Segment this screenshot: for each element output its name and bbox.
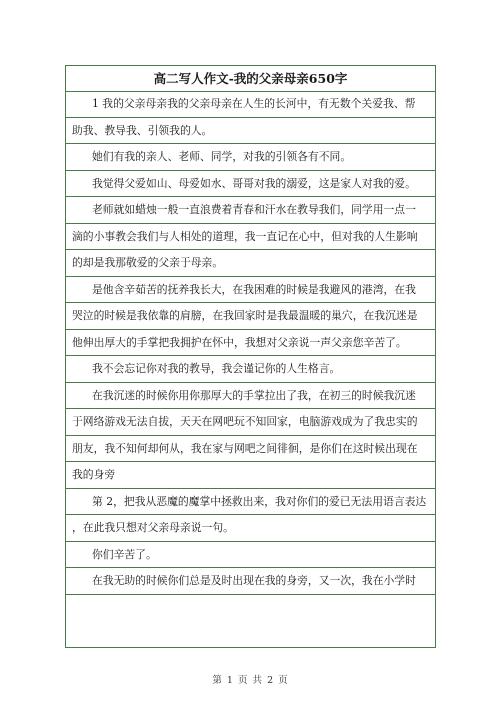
footer-total-pages: 2 — [267, 675, 274, 686]
text-line: 在我无助的时候你们总是及时出现在我的身旁，又一次，我在小学时 — [66, 568, 435, 595]
text-line: 1 我的父亲母亲我的父亲母亲在人生的长河中，有无数个关爱我、帮 — [66, 91, 435, 118]
footer-prefix: 第 — [212, 675, 222, 686]
footer-current-page: 1 — [226, 675, 233, 686]
text-line: 我的身旁 — [66, 462, 435, 489]
text-line: 滴的小事教会我们与人相处的道理，我一直记在心中，但对我的人生影响 — [66, 224, 435, 251]
text-line: 哭泣的时候是我依靠的肩膀，在我回家时是我最温暖的巢穴，在我沉迷是 — [66, 303, 435, 330]
document-table — [65, 65, 436, 648]
text-line: 老师就如蜡烛一般一直浪费着青春和汗水在教导我们，同学用一点一 — [66, 197, 435, 224]
text-line: 的却是我那敬爱的父亲于母亲。 — [66, 250, 435, 277]
text-line: 她们有我的亲人、老师、同学，对我的引领各有不同。 — [66, 144, 435, 171]
text-line: 我觉得父爱如山、母爱如水、哥哥对我的溺爱，这是家人对我的爱。 — [66, 171, 435, 198]
text-line: 朋友，我不知何却何从，我在家与网吧之间徘徊，是你们在这时候出现在 — [66, 436, 435, 463]
text-line: 在我沉迷的时候你用你那厚大的手掌拉出了我，在初三的时候我沉迷 — [66, 383, 435, 410]
text-line: 是他含辛茹苦的抚养我长大，在我困难的时候是我避风的港湾，在我 — [66, 277, 435, 304]
footer-page-unit: 页 — [237, 675, 248, 686]
text-line: 于网络游戏无法自拔，天天在网吧玩不知回家，电脑游戏成为了我忠实的 — [66, 409, 435, 436]
text-line: ，在此我只想对父亲母亲说一句。 — [66, 515, 435, 542]
text-line: 你们辛苦了。 — [66, 542, 435, 569]
footer-total-prefix: 共 — [252, 675, 263, 686]
page-footer — [0, 672, 500, 686]
text-line: 他伸出厚大的手掌把我拥护在怀中，我想对父亲说一声父亲您辛苦了。 — [66, 330, 435, 357]
footer-total-unit: 页 — [278, 675, 288, 686]
document-body — [66, 91, 435, 647]
text-line: 我不会忘记你对我的教导，我会谨记你的人生格言。 — [66, 356, 435, 383]
document-title: 高二写人作文-我的父亲母亲650字 — [66, 66, 435, 92]
text-line: 第 2，把我从恶魔的魔掌中拯救出来，我对你们的爱已无法用语言表达 — [66, 489, 435, 516]
text-line: 助我、教导我、引领我的人。 — [66, 118, 435, 145]
